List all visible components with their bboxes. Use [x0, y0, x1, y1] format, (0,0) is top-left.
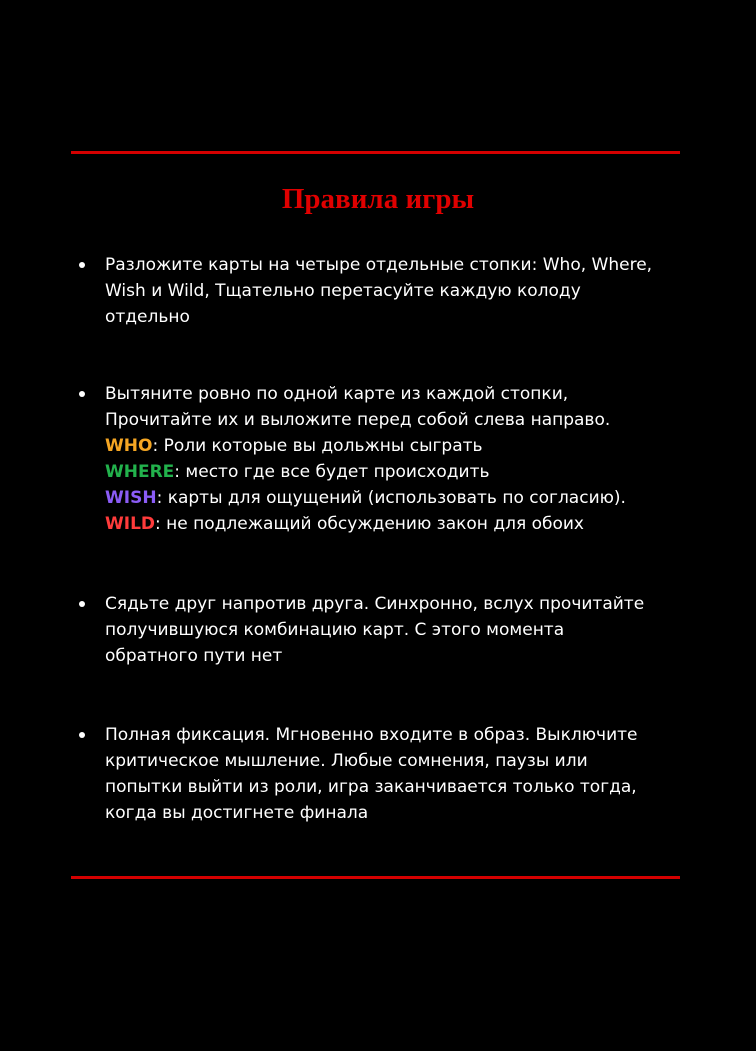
rule-text-line: критическое мышление. Любые сомнения, паузы или: [105, 751, 588, 771]
page-title: Правила игры: [281, 183, 475, 215]
rule-text-line: Сядьте друг напротив друга. Синхронно, вслух прочитайте: [105, 594, 645, 614]
bullet-icon: [79, 601, 85, 607]
rule-text-line: получившуюся комбинацию карт. С этого момента: [105, 620, 565, 640]
rule-text-line: когда вы достигнете финала: [105, 803, 369, 823]
category-wild: [105, 511, 685, 537]
category-where-text: : место где все будет происходить: [174, 462, 490, 482]
category-who-text: : Роли которые вы дольжны сыграть: [152, 436, 483, 456]
rule-text-line: Wish и Wild, Тщательно перетасуйте каждую колоду: [105, 281, 581, 301]
bottom-divider: [71, 876, 680, 879]
category-where-label: WHERE: [105, 462, 175, 482]
rule-text-line: Полная фиксация. Мгновенно входите в образ. Выключите: [105, 725, 638, 745]
bullet-icon: [79, 262, 85, 268]
category-who: [105, 433, 685, 459]
rule-text-line: обратного пути нет: [105, 646, 283, 666]
category-wish: [105, 485, 685, 511]
category-where: [105, 459, 685, 485]
category-who-label: WHO: [105, 436, 153, 456]
rule-text-line: отдельно: [105, 307, 190, 327]
category-wild-text: : не подлежащий обсуждению закон для обоих: [155, 514, 584, 534]
rule-item-3: [105, 591, 685, 669]
rule-text-line: Разложите карты на четыре отдельные стопки: Who, Where,: [105, 255, 653, 275]
rule-text-line: попытки выйти из роли, игра заканчивается только тогда,: [105, 777, 637, 797]
rule-text-line: Вытяните ровно по одной карте из каждой стопки,: [105, 384, 569, 404]
category-wild-label: WILD: [105, 514, 156, 534]
category-wish-label: WISH: [105, 488, 157, 508]
category-wish-text: : карты для ощущений (использовать по согласию).: [156, 488, 626, 508]
rule-item-4: [105, 722, 685, 826]
rule-item-2: [105, 381, 685, 537]
bullet-icon: [79, 391, 85, 397]
bullet-icon: [79, 732, 85, 738]
rule-text-line: Прочитайте их и выложите перед собой слева направо.: [105, 410, 611, 430]
rule-item-1: [105, 252, 685, 330]
top-divider: [71, 151, 680, 154]
